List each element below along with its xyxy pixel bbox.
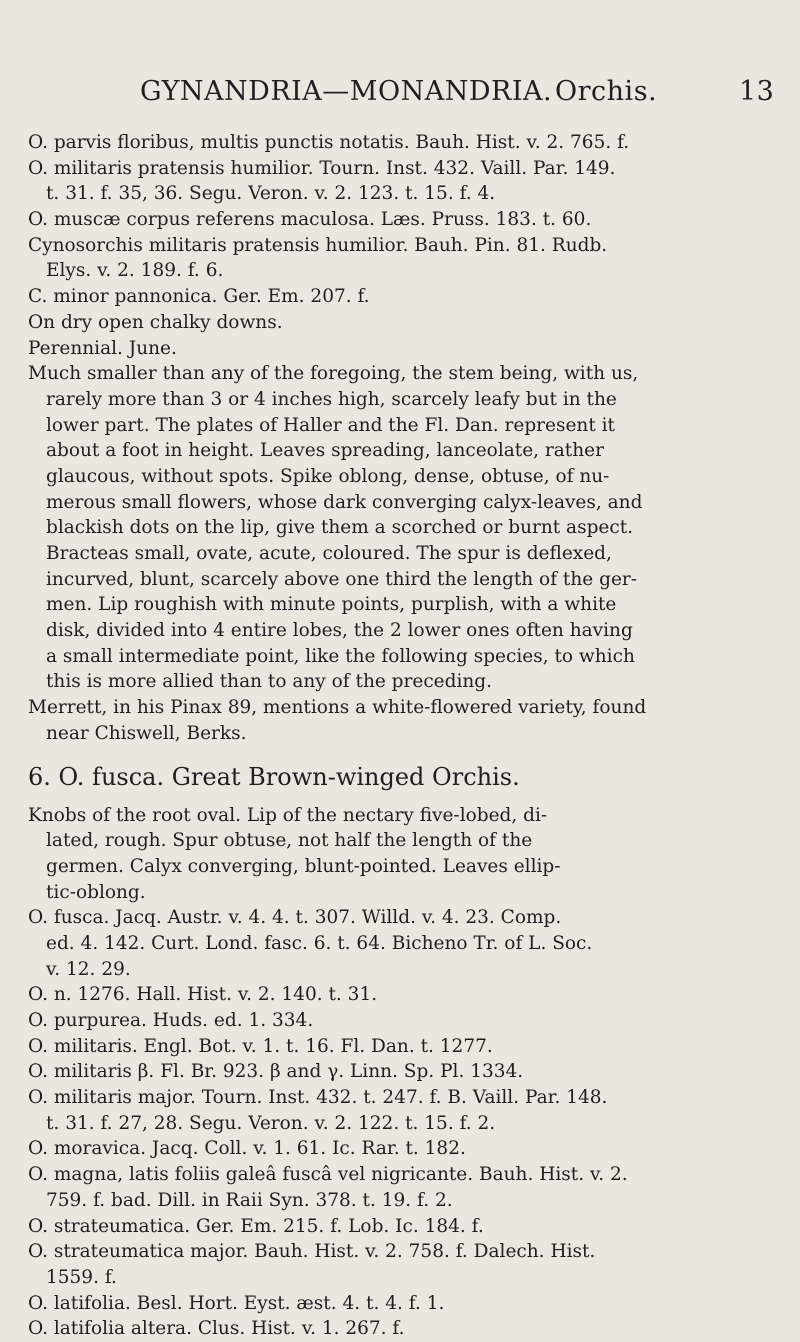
text-line: about a foot in height. Leaves spreading, lanceolate, rather — [46, 440, 604, 462]
text-line: O. latifolia. Besl. Hort. Eyst. æst. 4. t. 4. f. 1. — [28, 1292, 445, 1314]
text-line: On dry open chalky downs. — [28, 311, 283, 333]
text-line: O. n. 1276. Hall. Hist. v. 2. 140. t. 31. — [28, 984, 378, 1006]
text-line: lated, rough. Spur obtuse, not half the length of the — [46, 830, 533, 852]
text-line: O. moravica. Jacq. Coll. v. 1. 61. Ic. Rar. t. 182. — [28, 1138, 466, 1160]
text-line: Knobs of the root oval. Lip of the nectary five-lobed, di- — [28, 804, 548, 826]
text-line: a small intermediate point, like the following species, to which — [46, 645, 635, 667]
text-line: Much smaller than any of the foregoing, the stem being, with us, — [28, 363, 639, 385]
text-line: ed. 4. 142. Curt. Lond. fasc. 6. t. 64. Bicheno Tr. of L. Soc. — [46, 932, 593, 954]
text-line: this is more allied than to any of the preceding. — [46, 671, 493, 693]
text-line: O. militaris β. Fl. Br. 923. β and γ. Linn. Sp. Pl. 1334. — [28, 1061, 524, 1083]
text-line: O. militaris pratensis humilior. Tourn. Inst. 432. Vaill. Par. 149. — [28, 157, 616, 179]
text-line: 1559. f. — [46, 1266, 117, 1288]
text-line: Merrett, in his Pinax 89, mentions a white-flowered variety, found — [28, 697, 647, 719]
text-line: Perennial. June. — [28, 337, 177, 359]
text-line: incurved, blunt, scarcely above one third the length of the ger- — [46, 568, 637, 590]
text-line: O. militaris. Engl. Bot. v. 1. t. 16. Fl. Dan. t. 1277. — [28, 1035, 493, 1057]
text-line: O. purpurea. Huds. ed. 1. 334. — [28, 1010, 314, 1031]
text-line: O. fusca. Jacq. Austr. v. 4. 4. t. 307. Willd. v. 4. 23. Comp. — [28, 907, 562, 929]
text-line: O. magna, latis foliis galeâ fuscâ vel nigricante. Bauh. Hist. v. 2. — [28, 1164, 628, 1186]
text-line: O. strateumatica major. Bauh. Hist. v. 2. 758. f. Dalech. Hist. — [28, 1241, 596, 1263]
text-line: O. latifolia altera. Clus. Hist. v. 1. 267. f. — [28, 1318, 405, 1340]
text-line: rarely more than 3 or 4 inches high, scarcely leafy but in the — [46, 388, 617, 410]
text-line: C. minor pannonica. Ger. Em. 207. f. — [28, 286, 370, 308]
text-line: near Chiswell, Berks. — [46, 722, 247, 744]
text-line: t. 31. f. 27, 28. Segu. Veron. v. 2. 122. t. 15. f. 2. — [46, 1112, 496, 1134]
text-line: t. 31. f. 35, 36. Segu. Veron. v. 2. 123. t. 15. f. 4. — [46, 183, 496, 205]
text-line: germen. Calyx converging, blunt-pointed. Leaves ellip- — [46, 855, 561, 877]
text-line: O. militaris major. Tourn. Inst. 432. t. 247. f. B. Vaill. Par. 148. — [28, 1087, 608, 1109]
text-line: Cynosorchis militaris pratensis humilior. Bauh. Pin. 81. Rudb. — [28, 234, 608, 256]
text-line: lower part. The plates of Haller and the Fl. Dan. represent it — [46, 414, 615, 436]
text-line: merous small flowers, whose dark converging calyx-leaves, and — [46, 491, 643, 513]
header-genus: Orchis. — [555, 76, 658, 107]
text-line: O. parvis floribus, multis punctis notatis. Bauh. Hist. v. 2. 765. f. — [28, 132, 630, 153]
text-line: O. muscæ corpus referens maculosa. Læs. Pruss. 183. t. 60. — [28, 209, 592, 231]
text-line: Bracteas small, ovate, acute, coloured. The spur is deflexed, — [46, 543, 612, 564]
text-line: blackish dots on the lip, give them a scorched or burnt aspect. — [46, 517, 634, 539]
text-line: O. strateumatica. Ger. Em. 215. f. Lob. Ic. 184. f. — [28, 1215, 484, 1237]
running-header — [0, 76, 800, 116]
page-body — [28, 130, 780, 1342]
page-number: 13 — [739, 76, 775, 107]
text-line: v. 12. 29. — [46, 958, 131, 980]
text-line: disk, divided into 4 entire lobes, the 2 lower ones often having — [46, 620, 633, 642]
species-heading: 6. O. fusca. Great Brown-winged Orchis. — [28, 762, 520, 791]
text-line: 759. f. bad. Dill. in Raii Syn. 378. t. 19. f. 2. — [46, 1189, 453, 1211]
header-title: GYNANDRIA—MONANDRIA. — [140, 76, 553, 107]
text-line: tic-oblong. — [46, 881, 146, 903]
text-line: glaucous, without spots. Spike oblong, dense, obtuse, of nu- — [46, 465, 610, 487]
text-line: Elys. v. 2. 189. f. 6. — [46, 260, 224, 282]
text-line: men. Lip roughish with minute points, purplish, with a white — [46, 594, 617, 616]
